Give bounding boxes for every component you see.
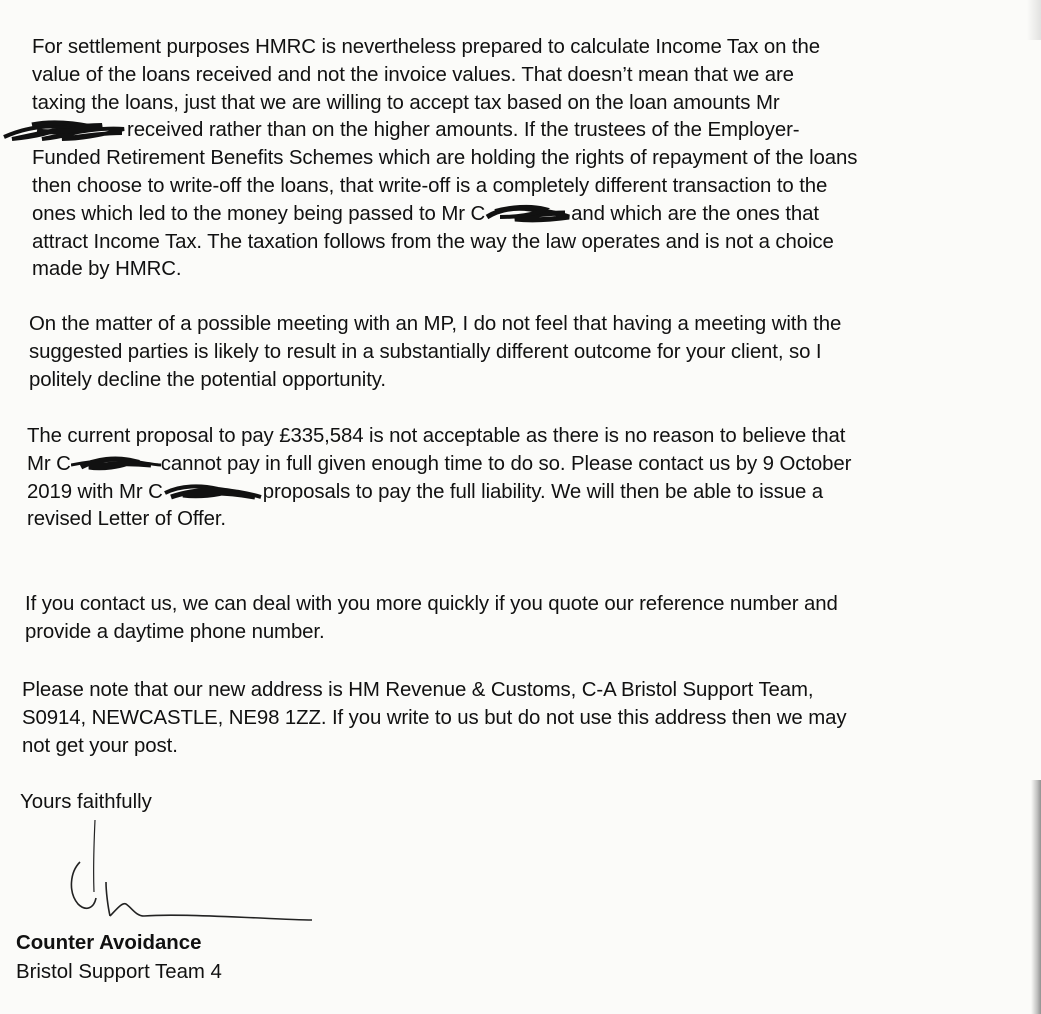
paragraph-line-text: 2019 with Mr C: [27, 480, 163, 503]
paragraph-line: If you contact us, we can deal with you more quickly if you quote our reference number and: [25, 593, 838, 615]
page-edge-shadow-top: [1027, 0, 1041, 40]
paragraph-line: not get your post.: [22, 734, 178, 757]
page-edge-shadow: [1031, 780, 1041, 1014]
paragraph-line: On the matter of a possible meeting with an MP, I do not feel that having a meeting with the: [29, 313, 842, 335]
paragraph-line-text: Mr C: [27, 452, 71, 475]
redaction-scribble: [2, 119, 127, 143]
paragraph-line: value of the loans received and not the invoice values. That doesn’t mean that we are: [32, 63, 794, 86]
closing-salutation: Yours faithfully: [20, 791, 152, 813]
paragraph-line-text: cannot pay in full given enough time to do so. Please contact us by 9 October: [160, 452, 852, 475]
paragraph-line: Funded Retirement Benefits Schemes which are holding the rights of repayment of the loans: [32, 147, 858, 170]
paragraph-line: politely decline the potential opportunity.: [29, 368, 386, 391]
paragraph-line: revised Letter of Offer.: [27, 508, 226, 531]
redaction-scribble: [485, 203, 571, 225]
paragraph-line: suggested parties is likely to result in a substantially different outcome for your client, so I: [29, 340, 822, 363]
paragraph-line: made by HMRC.: [32, 258, 182, 281]
paragraph-line-text: received rather than on the higher amounts. If the trustees of the Employer-: [127, 119, 800, 142]
paragraph-line: [2, 117, 1022, 145]
paragraph-line: S0914, NEWCASTLE, NE98 1ZZ. If you write to us but do not use this address then we may: [22, 706, 847, 729]
paragraph-line: [27, 451, 1017, 479]
paragraph-line-text: and which are the ones that: [571, 202, 819, 225]
paragraph-line: [27, 479, 1017, 507]
signature-department: Bristol Support Team 4: [16, 961, 222, 983]
paragraph-line: taxing the loans, just that we are willing to accept tax based on the loan amounts Mr: [32, 91, 780, 114]
handwritten-signature: [60, 812, 330, 932]
paragraph-settlement: [32, 34, 1022, 284]
paragraph-mp-meeting: [29, 311, 1019, 394]
paragraph-proposal: [27, 423, 1017, 534]
paragraph-line: attract Income Tax. The taxation follows from the way the law operates and is not a choice: [32, 230, 834, 253]
paragraph-contact: [25, 591, 1015, 647]
paragraph-line: provide a daytime phone number.: [25, 620, 325, 643]
paragraph-line: then choose to write-off the loans, that write-off is a completely different transaction to the: [32, 174, 828, 197]
paragraph-line: The current proposal to pay £335,584 is not acceptable as there is no reason to believe that: [27, 425, 846, 447]
paragraph-line-text: ones which led to the money being passed to Mr C: [32, 202, 486, 225]
signature-team-name: Counter Avoidance: [16, 932, 202, 954]
paragraph-address: [22, 677, 1022, 760]
paragraph-line-text: proposals to pay the full liability. We will then be able to issue a: [262, 480, 824, 503]
paragraph-line: [32, 201, 1022, 229]
redaction-scribble: [163, 481, 263, 503]
paragraph-line: Please note that our new address is HM Revenue & Customs, C-A Bristol Support Team,: [22, 679, 814, 701]
redaction-scribble: [71, 453, 161, 475]
paragraph-line: For settlement purposes HMRC is nevertheless prepared to calculate Income Tax on the: [32, 36, 820, 58]
